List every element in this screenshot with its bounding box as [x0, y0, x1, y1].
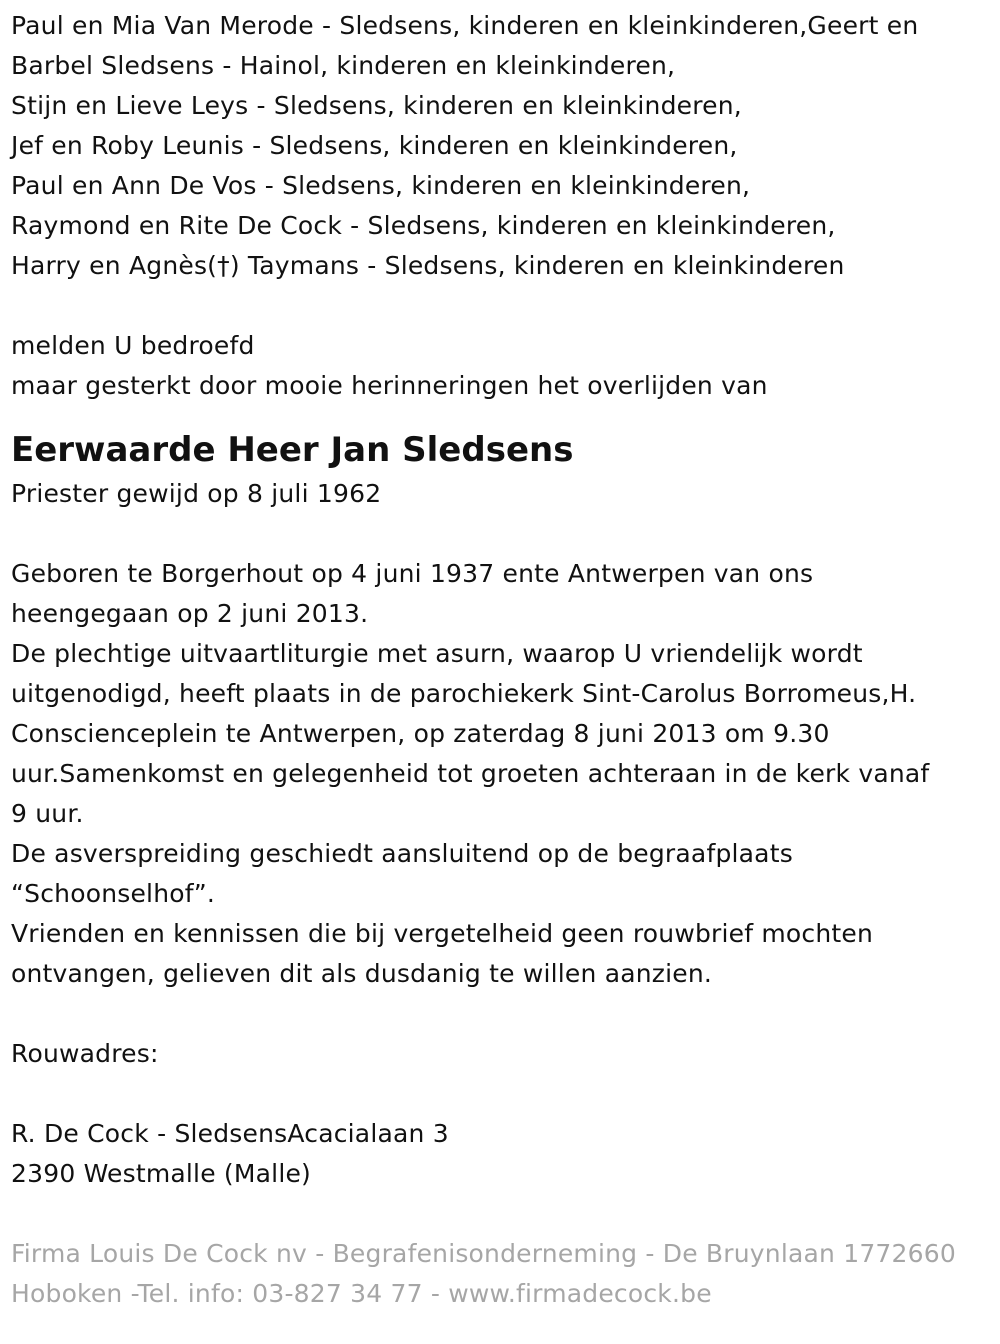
details-line: Conscienceplein te Antwerpen, op zaterdag 8 juni 2013 om 9.30 [11, 719, 830, 748]
mourning-address [11, 1114, 996, 1194]
spacer [11, 994, 996, 1034]
spacer [11, 286, 996, 326]
announcement-line: maar gesterkt door mooie herinneringen het overlijden van [11, 371, 768, 400]
details-line: “Schoonselhof”. [11, 879, 216, 908]
address-line: 2390 Westmalle (Malle) [11, 1159, 311, 1188]
funeral-details [11, 554, 996, 994]
spacer [11, 514, 996, 554]
deceased-subtitle: Priester gewijd op 8 juli 1962 [11, 479, 382, 508]
details-line: uitgenodigd, heeft plaats in de parochiekerk Sint-Carolus Borromeus,H. [11, 679, 917, 708]
address-line: R. De Cock - SledsensAcacialaan 3 [11, 1119, 449, 1148]
family-line: Raymond en Rite De Cock - Sledsens, kinderen en kleinkinderen, [11, 211, 836, 240]
details-line: ontvangen, gelieven dit als dusdanig te willen aanzien. [11, 959, 713, 988]
details-line: Geboren te Borgerhout op 4 juni 1937 ente Antwerpen van ons [11, 559, 814, 588]
announcement-line: melden U bedroefd [11, 331, 255, 360]
details-line: uur.Samenkomst en gelegenheid tot groeten achteraan in de kerk vanaf [11, 759, 930, 788]
announcement [11, 326, 996, 406]
family-list [11, 6, 996, 286]
funeral-home-footer [11, 1234, 996, 1314]
spacer [11, 1074, 996, 1114]
family-line: Barbel Sledsens - Hainol, kinderen en kleinkinderen, [11, 51, 676, 80]
family-line: Paul en Ann De Vos - Sledsens, kinderen en kleinkinderen, [11, 171, 751, 200]
family-line: Harry en Agnès(†) Taymans - Sledsens, kinderen en kleinkinderen [11, 251, 845, 280]
footer-line: Firma Louis De Cock nv - Begrafenisonderneming - De Bruynlaan 1772660 [11, 1239, 956, 1268]
family-line: Stijn en Lieve Leys - Sledsens, kinderen en kleinkinderen, [11, 91, 742, 120]
details-line: De asverspreiding geschiedt aansluitend op de begraafplaats [11, 839, 793, 868]
address-label: Rouwadres: [11, 1039, 159, 1068]
family-line: Jef en Roby Leunis - Sledsens, kinderen en kleinkinderen, [11, 131, 738, 160]
footer-line: Hoboken -Tel. info: 03-827 34 77 - www.firmadecock.be [11, 1279, 712, 1308]
family-line: Paul en Mia Van Merode - Sledsens, kinderen en kleinkinderen,Geert en [11, 11, 919, 40]
details-line: Vrienden en kennissen die bij vergetelheid geen rouwbrief mochten [11, 919, 874, 948]
details-line: 9 uur. [11, 799, 84, 828]
details-line: De plechtige uitvaartliturgie met asurn, waarop U vriendelijk wordt [11, 639, 863, 668]
deceased-name: Eerwaarde Heer Jan Sledsens [11, 430, 574, 470]
obituary-document [11, 6, 996, 1314]
details-line: heengegaan op 2 juni 2013. [11, 599, 369, 628]
